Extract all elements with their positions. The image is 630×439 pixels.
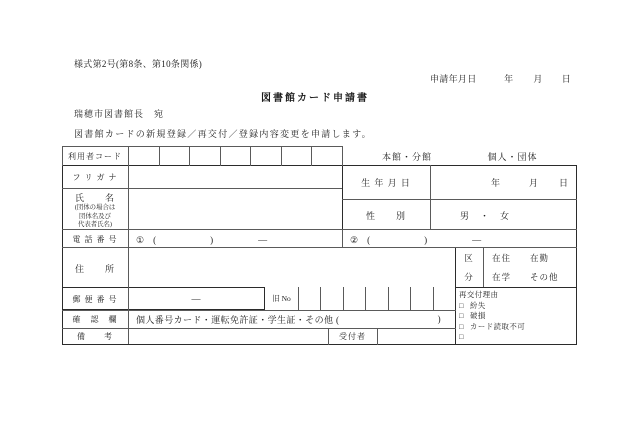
birthdate-label: 生 年 月 日 bbox=[361, 178, 411, 188]
date-unit-month: 月 bbox=[533, 74, 543, 84]
confirm-label: 確 認 欄 bbox=[72, 314, 118, 324]
name-note-line: (団体の場合は bbox=[74, 204, 116, 211]
reissue-option-other[interactable] bbox=[459, 332, 577, 343]
grid-line bbox=[410, 287, 411, 310]
category-line1[interactable]: 在住 在勤 bbox=[492, 252, 550, 263]
old-no-box[interactable] bbox=[410, 288, 432, 309]
checkbox-icon[interactable]: □ bbox=[459, 311, 464, 320]
name-note-line: 団体名及び bbox=[79, 212, 111, 220]
phone1-input[interactable]: ① ( ) — bbox=[136, 234, 268, 245]
confirm-id-text: 個人番号カード・運転免許証・学生証・その他 ( bbox=[136, 314, 340, 325]
address-label: 住 所 bbox=[74, 263, 115, 274]
phone2-input[interactable]: ② ( ) — bbox=[350, 234, 482, 245]
grid-line bbox=[342, 146, 343, 166]
grid-line bbox=[342, 230, 343, 248]
name-label: 氏 名 bbox=[74, 193, 115, 203]
kubun-char: 分 bbox=[464, 271, 474, 282]
grid-line bbox=[342, 199, 577, 200]
reissue-option-damaged[interactable] bbox=[459, 311, 577, 322]
checkbox-icon[interactable]: □ bbox=[459, 332, 464, 341]
user-code-box[interactable] bbox=[128, 146, 159, 166]
confirm-close-paren: ) bbox=[437, 314, 441, 324]
postal-label: 郵 便 番 号 bbox=[72, 294, 118, 304]
grid-line bbox=[311, 146, 312, 166]
grid-line bbox=[189, 146, 190, 166]
reissue-option-label: 紛失 bbox=[469, 300, 486, 310]
user-code-box[interactable] bbox=[159, 146, 190, 166]
phone-label: 電 話 番 号 bbox=[72, 234, 118, 244]
old-no-box[interactable] bbox=[298, 288, 320, 309]
birth-unit-year: 年 bbox=[490, 178, 501, 188]
user-code-boxes bbox=[128, 146, 342, 166]
residency-category-choice[interactable] bbox=[483, 248, 577, 287]
old-no-box[interactable] bbox=[365, 288, 387, 309]
old-no-boxes bbox=[298, 288, 455, 309]
old-no-box[interactable] bbox=[433, 288, 455, 309]
grid-line bbox=[281, 146, 282, 166]
reissue-title: 再交付理由 bbox=[459, 290, 499, 299]
date-unit-year: 年 bbox=[504, 74, 514, 84]
option-main-branch[interactable]: 本館・分館 bbox=[381, 151, 432, 162]
remarks-input[interactable] bbox=[129, 328, 328, 344]
kubun-char: 区 bbox=[464, 252, 474, 263]
application-date-label: 申請年月日 bbox=[430, 74, 477, 84]
grid-line bbox=[433, 287, 434, 310]
grid-line bbox=[62, 229, 577, 230]
grid-line bbox=[62, 328, 456, 329]
grid-line bbox=[430, 165, 431, 230]
old-no-box[interactable] bbox=[320, 288, 342, 309]
user-code-box[interactable] bbox=[311, 146, 342, 166]
user-code-box[interactable] bbox=[220, 146, 251, 166]
grid-line bbox=[388, 287, 389, 310]
grid-line bbox=[128, 146, 129, 344]
furigana-input[interactable] bbox=[129, 166, 341, 187]
grid-line bbox=[483, 248, 484, 287]
receptionist-label: 受付者 bbox=[339, 332, 366, 341]
category-line2[interactable]: 在学 その他 bbox=[492, 271, 559, 282]
date-unit-day: 日 bbox=[561, 74, 571, 84]
gender-choice[interactable]: 男 ・ 女 bbox=[459, 210, 510, 221]
grid-line bbox=[62, 188, 342, 189]
old-no-label: 旧 No bbox=[272, 294, 291, 303]
grid-line bbox=[62, 247, 577, 248]
user-code-box[interactable] bbox=[281, 146, 312, 166]
name-input[interactable] bbox=[129, 189, 341, 229]
category-kubun-label bbox=[455, 248, 483, 287]
remarks-label: 備 考 bbox=[77, 332, 113, 341]
grid-line bbox=[159, 146, 160, 166]
reissue-option-label: カード読取不可 bbox=[469, 321, 526, 331]
old-no-box[interactable] bbox=[343, 288, 365, 309]
grid-line bbox=[62, 146, 343, 147]
grid-line bbox=[320, 287, 321, 310]
reissue-option-unreadable[interactable] bbox=[459, 322, 577, 333]
grid-line bbox=[220, 146, 221, 166]
receptionist-input[interactable] bbox=[377, 328, 455, 344]
user-code-label: 利用者コード bbox=[68, 151, 122, 161]
reissue-reason-panel bbox=[455, 287, 577, 345]
checkbox-icon[interactable]: □ bbox=[459, 321, 464, 331]
form-number: 様式第2号(第8条、第10条関係) bbox=[74, 58, 203, 69]
confirm-id-choice[interactable] bbox=[128, 310, 455, 328]
user-code-box[interactable] bbox=[250, 146, 281, 166]
grid-line bbox=[62, 146, 63, 166]
application-statement: 図書館カードの新規登録／再交付／登録内容変更を申請します。 bbox=[74, 128, 372, 139]
checkbox-icon[interactable]: □ bbox=[459, 300, 464, 310]
grid-line bbox=[250, 146, 251, 166]
postal-input[interactable]: — bbox=[191, 293, 202, 304]
birth-unit-day: 日 bbox=[558, 178, 569, 188]
grid-line bbox=[377, 328, 378, 345]
grid-line bbox=[62, 310, 456, 311]
user-code-box[interactable] bbox=[189, 146, 220, 166]
name-note-line: 代表者氏名) bbox=[77, 221, 113, 229]
grid-line bbox=[298, 287, 299, 310]
grid-line bbox=[343, 287, 344, 310]
address-input[interactable] bbox=[129, 248, 454, 287]
gender-label: 性 別 bbox=[365, 210, 406, 221]
name-label-block bbox=[62, 189, 128, 229]
furigana-label: フ リ ガ ナ bbox=[72, 172, 118, 182]
option-individual-group[interactable]: 個人・団体 bbox=[487, 151, 538, 162]
old-no-box[interactable] bbox=[388, 288, 410, 309]
page-title: 図書館カード申請書 bbox=[261, 93, 369, 104]
grid-line bbox=[328, 328, 329, 345]
addressee: 瑞穂市図書館長 宛 bbox=[74, 108, 165, 119]
application-date-row bbox=[430, 72, 577, 85]
birthdate-input[interactable] bbox=[430, 165, 577, 200]
birth-unit-month: 月 bbox=[528, 178, 539, 188]
reissue-option-lost[interactable] bbox=[459, 301, 577, 312]
grid-line bbox=[365, 287, 366, 310]
reissue-option-label: 破損 bbox=[469, 311, 486, 320]
